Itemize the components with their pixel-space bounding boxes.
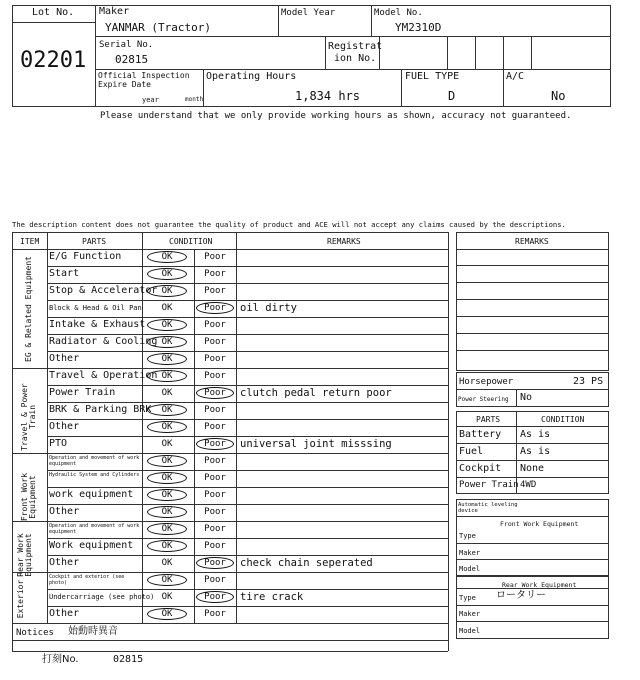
ac-label: A/C [506,71,525,82]
remark-text: clutch pedal return poor [240,387,392,399]
parts-header: PARTS [82,237,107,246]
right-remarks-header: REMARKS [515,237,549,246]
poor-option: Poor [196,302,234,314]
notices-label: Notices [16,628,54,638]
part-label: Start [49,268,80,279]
stamp-no: 02815 [113,654,144,665]
ok-option: OK [147,608,187,620]
part-label: Intake & Exhaust [49,319,146,330]
part-label: Travel & Operation [49,370,158,381]
part-label: Other [49,421,80,432]
ok-option: OK [147,319,187,331]
rear-work-header: Rear Work Equipment [502,581,577,589]
ok-option: OK [147,404,187,416]
poor-option: Poor [204,507,226,517]
front-model-label: Model [459,565,481,573]
cockpit-label: Cockpit [459,463,502,474]
part-label: Operation and movement of work equipment [49,523,140,535]
poor-option: Poor [204,354,226,364]
poor-option: Poor [204,422,226,432]
part-label: Work equipment [49,540,134,551]
rear-type-value: ロータリー [496,590,546,601]
rear-model-label: Model [459,627,481,635]
ok-option: OK [147,285,187,297]
ok-option: OK [161,592,173,602]
remark-text: universal joint misssing [240,438,392,450]
lot-no-label: Lot No. [32,7,75,18]
model-no-value: YM2310D [395,21,442,34]
poor-option: Poor [204,269,226,279]
section-rear-work: Rear Work Equipment [16,533,33,577]
ok-option: OK [161,439,173,449]
poor-option: Poor [196,438,234,450]
rear-type-label: Type [459,594,476,602]
ok-option: OK [147,489,187,501]
ok-option: OK [147,353,187,365]
fuel-type-label: FUEL TYPE [405,71,460,82]
part-label: Other [49,608,80,619]
ok-option: OK [147,540,187,552]
part-label: Radiator & Cooling [49,336,158,347]
horsepower-label: Horsepower [459,377,514,387]
year-label: year [142,96,159,104]
part-label: Other [49,353,80,364]
ok-option: OK [161,388,173,398]
ok-option: OK [147,472,187,484]
ok-option: OK [147,336,187,348]
front-work-header: Front Work Equipment [500,520,579,528]
rear-maker-label: Maker [459,610,481,618]
section-eg-related: EG & Related Equipment [24,256,33,362]
power-train-label: Power Train [459,480,519,490]
poor-option: Poor [196,387,234,399]
part-label: Operation and movement of work equipment [49,455,140,467]
registration-label-1: Registrat [328,41,383,52]
remark-text: check chain seperated [240,557,373,569]
poor-option: Poor [204,286,226,296]
ok-option: OK [147,523,187,535]
item-header: ITEM [20,237,40,246]
condition-header: CONDITION [169,237,213,246]
maker-label: Maker [99,6,130,17]
part-label: Cockpit and exterior (see photo) [49,574,125,586]
poor-option: Poor [204,456,226,466]
part-label: Stop & Accelerator [49,285,158,296]
auto-leveling-label: Automatic leveling device [458,502,518,514]
ac-value: No [551,89,566,103]
poor-option: Poor [204,575,226,585]
registration-label-2: ion No. [334,53,377,64]
ok-option: OK [161,303,173,313]
remark-text: tire crack [240,591,304,603]
ok-option: OK [147,455,187,467]
front-maker-label: Maker [459,549,481,557]
front-type-label: Type [459,532,476,540]
cockpit-value: None [520,463,545,474]
inspection-label-1: Official Inspection [98,71,190,80]
part-label: Other [49,506,80,517]
power-train-value: 4WD [520,480,537,490]
power-steering-label: Power Steering [458,396,509,403]
right-parts-header: PARTS [476,415,501,424]
stamp-label: 打刻No. [42,654,79,665]
battery-value: As is [520,429,551,440]
poor-option: Poor [204,473,226,483]
disclaimer: The description content does not guarantee the quality of product and ACE will not accept any claims caused by the descriptions. [12,220,566,229]
month-label: month [185,96,204,103]
poor-option: Poor [204,252,226,262]
fuel-value: As is [520,446,551,457]
serial-no-value: 02815 [115,53,149,66]
poor-option: Poor [204,320,226,330]
part-label: E/G Function [49,251,122,262]
part-label: Hydraulic System and Cylinders [49,472,140,478]
part-label: PTO [49,438,68,449]
operating-hours-label: Operating Hours [206,71,297,82]
ok-option: OK [147,506,187,518]
notices-value: 始動時異音 [68,626,118,637]
ok-option: OK [147,251,187,263]
section-exterior: Exterior [16,579,25,619]
serial-no-label: Serial No. [99,40,154,50]
horsepower-value: 23 PS [573,376,604,387]
lot-no-value: 02201 [20,48,87,73]
inspection-label-2: Expire Date [98,80,151,89]
part-label: Block & Head & Oil Pan [49,304,142,312]
ok-option: OK [147,268,187,280]
remark-text: oil dirty [240,302,297,314]
part-label: work equipment [49,489,134,500]
ok-option: OK [161,558,173,568]
hours-note: Please understand that we only provide working hours as shown, accuracy not guaranteed. [100,111,572,121]
section-travel-power: Travel & Power Train [20,383,37,451]
poor-option: Poor [204,524,226,534]
battery-label: Battery [459,429,502,440]
model-no-label: Model No. [374,8,423,18]
poor-option: Poor [204,609,226,619]
poor-option: Poor [204,541,226,551]
ok-option: OK [147,574,187,586]
model-year-label: Model Year [281,8,336,18]
poor-option: Poor [204,490,226,500]
fuel-label: Fuel [459,446,484,457]
poor-option: Poor [204,337,226,347]
ok-option: OK [147,370,187,382]
operating-hours-value: 1,834 hrs [295,89,361,103]
part-label: Undercarriage (see photo) [49,593,155,601]
poor-option: Poor [196,591,234,603]
maker-value: YANMAR (Tractor) [105,21,211,34]
ok-option: OK [147,421,187,433]
power-steering-value: No [520,392,533,403]
remarks-header: REMARKS [327,237,361,246]
part-label: BRK & Parking BRK [49,404,152,415]
poor-option: Poor [204,371,226,381]
fuel-type-value: D [448,89,456,103]
part-label: Other [49,557,80,568]
section-front-work: Front Work Equipment [20,472,37,522]
poor-option: Poor [204,405,226,415]
right-condition-header: CONDITION [541,415,585,424]
part-label: Power Train [49,387,116,398]
poor-option: Poor [196,557,234,569]
